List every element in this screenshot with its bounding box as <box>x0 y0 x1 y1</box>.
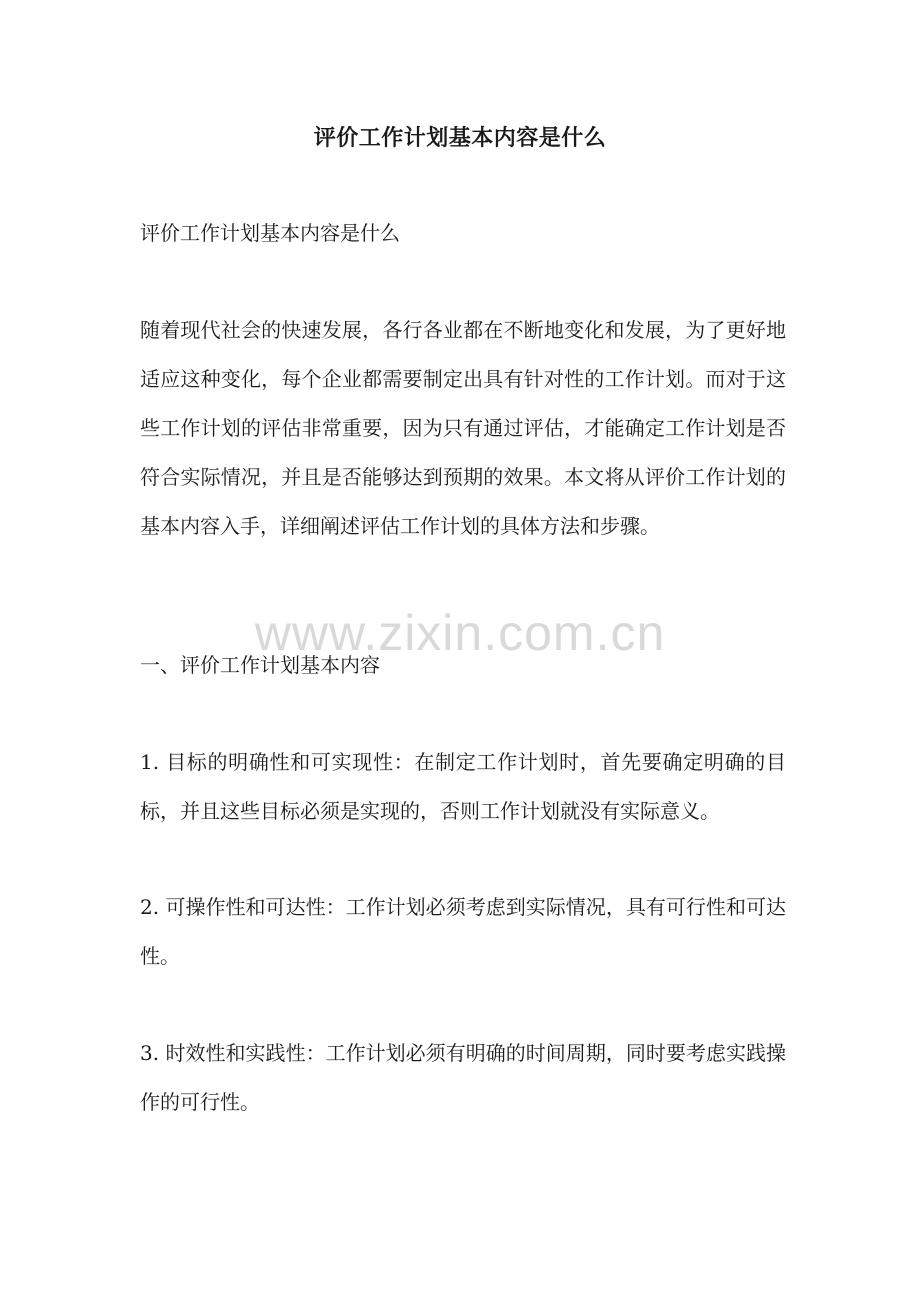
intro-paragraph: 随着现代社会的快速发展，各行各业都在不断地变化和发展，为了更好地适应这种变化，每个企业都需要制定出具有针对性的工作计划。而对于这些工作计划的评估非常重要，因为只有通过评估，才能确定工作计划是否符合实际情况，并且是否能够达到预期的效果。本文将从评价工作计划的基本内容入手，详细阐述评估工作计划的具体方法和步骤。 <box>140 318 786 538</box>
watermark: www.zixin.com.cn <box>254 605 666 661</box>
list-item: 3. 时效性和实践性：工作计划必须有明确的时间周期，同时要考虑实践操作的可行性。 <box>140 1041 786 1114</box>
section-heading: 一、评价工作计划基本内容 <box>140 653 380 677</box>
list-item: 2. 可操作性和可达性：工作计划必须考虑到实际情况，具有可行性和可达性。 <box>140 895 786 968</box>
document-title: 评价工作计划基本内容是什么 <box>313 125 607 151</box>
document-subtitle: 评价工作计划基本内容是什么 <box>140 221 400 245</box>
list-item: 1. 目标的明确性和可实现性：在制定工作计划时，首先要确定明确的目标，并且这些目标必须是实现的，否则工作计划就没有实际意义。 <box>140 750 786 823</box>
